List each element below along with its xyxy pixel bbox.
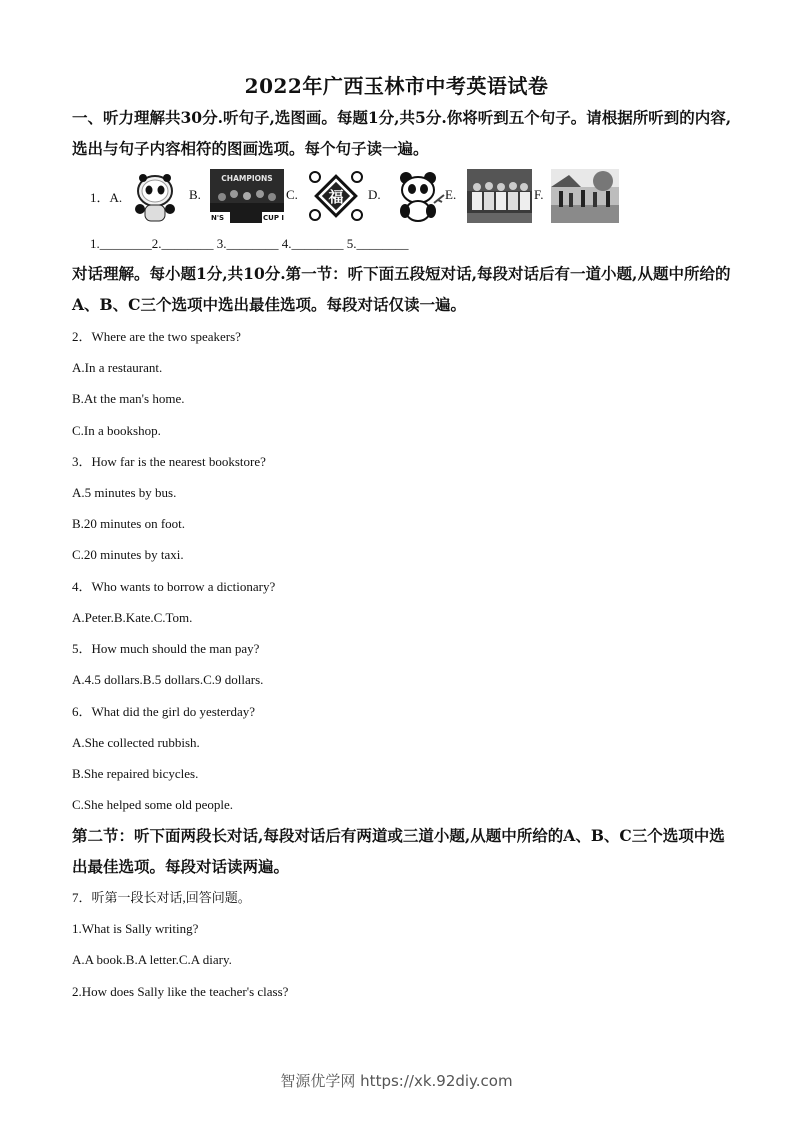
q3-option-a: A.5 minutes by bus. <box>72 485 177 500</box>
q6-option-b: B.She repaired bicycles. <box>72 766 199 781</box>
q5-options: A.4.5 dollars.B.5 dollars.C.9 dollars. <box>72 672 264 687</box>
option-label-a: 1．A. <box>90 190 123 205</box>
q7-sub-2: 2.How does Sally like the teacher's class? <box>72 984 289 999</box>
q2-option-b: B.At the man's home. <box>72 391 185 406</box>
question-6: 6．What did the girl do yesterday? <box>72 704 256 719</box>
section-2-instructions: 对话理解。每小题1分,共10分.第一节：听下面五段短对话,每段对话后有一道小题,从题中所给的A、B、C三个选项中选出最佳选项。每段对话仅读一遍。 <box>72 264 731 314</box>
option-label-f: F. <box>534 187 544 202</box>
picture-f-street-scene <box>551 169 619 223</box>
section-1-instructions: 一、听力理解共30分.听句子,选图画。每题1分,共5分.你将听到五个句子。请根据所听到的内容,选出与句子内容相符的图画选项。每个句子读一遍。 <box>72 108 732 158</box>
q7-sub-1: 1.What is Sally writing? <box>72 921 199 936</box>
question-4: 4．Who wants to borrow a dictionary? <box>72 579 276 594</box>
fu-character: 福 <box>328 188 344 206</box>
question-5: 5．How much should the man pay? <box>72 641 260 656</box>
watermark-footer: 智源优学网 https://xk.92diy.com <box>280 1072 513 1090</box>
question-2: 2．Where are the two speakers? <box>72 329 241 344</box>
cup-text-left: N'S <box>211 214 225 222</box>
question-3: 3．How far is the nearest bookstore? <box>72 454 266 469</box>
option-label-c: C. <box>286 187 298 202</box>
picture-options-row <box>90 169 650 224</box>
cup-text-right: CUP I <box>263 214 284 222</box>
q7-sub-1-options: A.A book.B.A letter.C.A diary. <box>72 952 232 967</box>
page-title: 2022年广西玉林市中考英语试卷 <box>244 74 549 98</box>
q2-option-a: A.In a restaurant. <box>72 360 163 375</box>
q6-option-c: C.She helped some old people. <box>72 797 234 812</box>
picture-d-panda <box>390 169 446 223</box>
option-label-e: E. <box>445 187 457 202</box>
q4-options: A.Peter.B.Kate.C.Tom. <box>72 610 193 625</box>
option-label-d: D. <box>368 187 381 202</box>
q2-option-c: C.In a bookshop. <box>72 423 161 438</box>
question-7-intro: 7．听第一段长对话,回答问题。 <box>72 890 251 905</box>
q3-option-b: B.20 minutes on foot. <box>72 516 186 531</box>
picture-e-team-photo <box>467 169 532 223</box>
champions-text: CHAMPIONS <box>221 174 273 183</box>
q6-option-a: A.She collected rubbish. <box>72 735 200 750</box>
picture-b-champions <box>210 169 284 223</box>
answer-blanks: 1.________2.________ 3.________ 4.________ 5.________ <box>90 236 409 251</box>
section-3-instructions: 第二节：听下面两段长对话,每段对话后有两道或三道小题,从题中所给的A、B、C三个选项中选出最佳选项。每段对话读两遍。 <box>72 826 725 876</box>
picture-a-mascot <box>123 169 187 223</box>
picture-c-fu-papercut <box>307 169 365 223</box>
q3-option-c: C.20 minutes by taxi. <box>72 547 184 562</box>
option-label-b: B. <box>189 187 201 202</box>
